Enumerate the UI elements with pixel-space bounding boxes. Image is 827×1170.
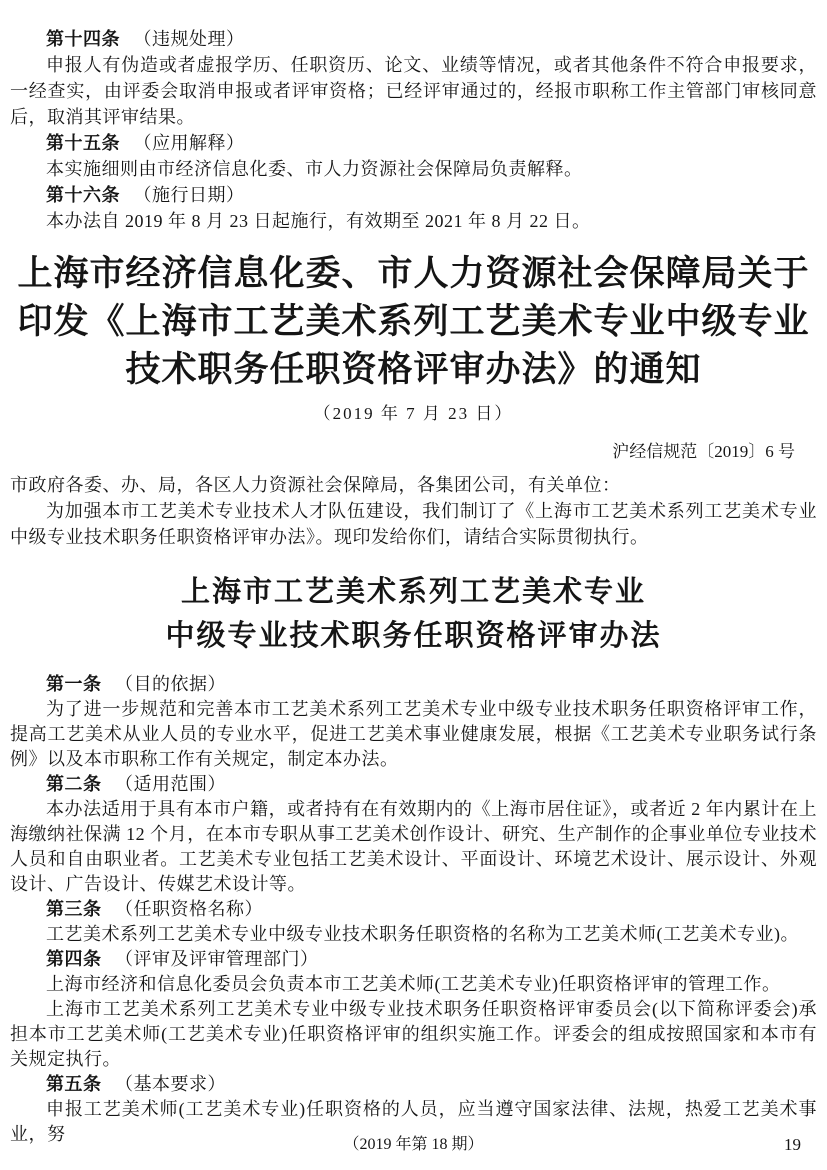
article-16-title: （施行日期） — [133, 185, 245, 205]
notice-header — [10, 250, 817, 464]
article-14-heading — [10, 26, 817, 52]
article-4-title: （评审及评审管理部门） — [115, 949, 319, 969]
article-1-number: 第一条 — [46, 674, 102, 694]
article-15-title: （应用解释） — [133, 133, 245, 153]
article-4-body-1: 上海市经济和信息化委员会负责本市工艺美术师(工艺美术专业)任职资格评审的管理工作。 — [46, 974, 781, 994]
article-3-title: （任职资格名称） — [115, 899, 263, 919]
notice-date: （2019 年 7 月 23 日） — [313, 404, 514, 423]
article-3-number: 第三条 — [46, 899, 102, 919]
article-5-heading — [10, 1072, 817, 1097]
notice-title-line2: 印发《上海市工艺美术系列工艺美术专业中级专业 — [17, 302, 810, 341]
article-15-heading — [10, 130, 817, 156]
footer-issue: （2019 年第 18 期） — [343, 1136, 484, 1153]
notice-title-line3: 技术职务任职资格评审办法》的通知 — [125, 350, 702, 389]
article-2-heading — [10, 772, 817, 797]
notice-body-paragraph: 为加强本市工艺美术专业技术人才队伍建设，我们制订了《上海市工艺美术系列工艺美术专业中级专业技术职务任职资格评审办法》。现印发给你们，请结合实际贯彻执行。 — [10, 501, 817, 547]
article-16-number: 第十六条 — [46, 185, 120, 205]
article-5-number: 第五条 — [46, 1074, 102, 1094]
previous-document-tail — [10, 26, 817, 234]
salutation: 市政府各委、办、局，各区人力资源社会保障局，各集团公司，有关单位： — [10, 475, 621, 495]
article-1-title: （目的依据） — [115, 674, 226, 694]
footer-page-number: 19 — [784, 1135, 801, 1154]
article-15-body: 本实施细则由市经济信息化委、市人力资源社会保障局负责解释。 — [46, 159, 583, 179]
article-2-body: 本办法适用于具有本市户籍，或者持有在有效期内的《上海市居住证》，或者近 2 年内累计在上海缴纳社保满 12 个月，在本市专职从事工艺美术创作设计、研究、生产制作的企事业单位专业技术人员和自由职业者。工艺美术专业包括工艺美术设计、平面设计、环境艺术设计、展示设计、外观设计、广告设计、传媒艺术设计等。 — [10, 799, 817, 894]
article-3-heading — [10, 897, 817, 922]
measures-articles — [10, 672, 817, 1147]
article-4-body-2: 上海市工艺美术系列工艺美术专业中级专业技术职务任职资格评审委员会(以下简称评委会)承担本市工艺美术师(工艺美术专业)任职资格评审的组织实施工作。评委会的组成按照国家和本市有关规定执行。 — [10, 999, 817, 1069]
article-14-title: （违规处理） — [133, 29, 245, 49]
article-15-number: 第十五条 — [46, 133, 120, 153]
article-14-number: 第十四条 — [46, 29, 120, 49]
article-2-title: （适用范围） — [115, 774, 226, 794]
article-16-heading — [10, 182, 817, 208]
notice-title — [10, 250, 817, 394]
article-4-heading — [10, 947, 817, 972]
article-16-body: 本办法自 2019 年 8 月 23 日起施行，有效期至 2021 年 8 月 22 日。 — [46, 211, 591, 231]
article-2-number: 第二条 — [46, 774, 102, 794]
article-1-body: 为了进一步规范和完善本市工艺美术系列工艺美术专业中级专业技术职务任职资格评审工作，提高工艺美术从业人员的专业水平，促进工艺美术事业健康发展，根据《工艺美术专业职务试行条例》以及本市职称工作有关规定，制定本办法。 — [10, 699, 817, 769]
notice-body — [10, 472, 817, 550]
measures-title-line1: 上海市工艺美术系列工艺美术专业 — [180, 576, 646, 608]
article-5-title: （基本要求） — [115, 1074, 226, 1094]
article-5-body: 申报工艺美术师(工艺美术专业)任职资格的人员，应当遵守国家法律、法规，热爱工艺美术事业，努 — [10, 1099, 817, 1144]
document-number: 沪经信规范〔2019〕6 号 — [612, 442, 795, 461]
article-1-heading — [10, 672, 817, 697]
article-4-number: 第四条 — [46, 949, 102, 969]
measures-title — [10, 570, 817, 658]
notice-title-line1: 上海市经济信息化委、市人力资源社会保障局关于 — [17, 254, 810, 293]
measures-title-line2: 中级专业技术职务任职资格评审办法 — [165, 620, 662, 652]
article-14-body: 申报人有伪造或者虚报学历、任职资历、论文、业绩等情况，或者其他条件不符合申报要求，一经查实，由评委会取消申报或者评审资格；已经评审通过的，经报市职称工作主管部门审核同意后，取消其评审结果。 — [10, 55, 817, 127]
page-footer — [0, 1134, 827, 1156]
article-3-body: 工艺美术系列工艺美术专业中级专业技术职务任职资格的名称为工艺美术师(工艺美术专业)。 — [46, 924, 799, 944]
